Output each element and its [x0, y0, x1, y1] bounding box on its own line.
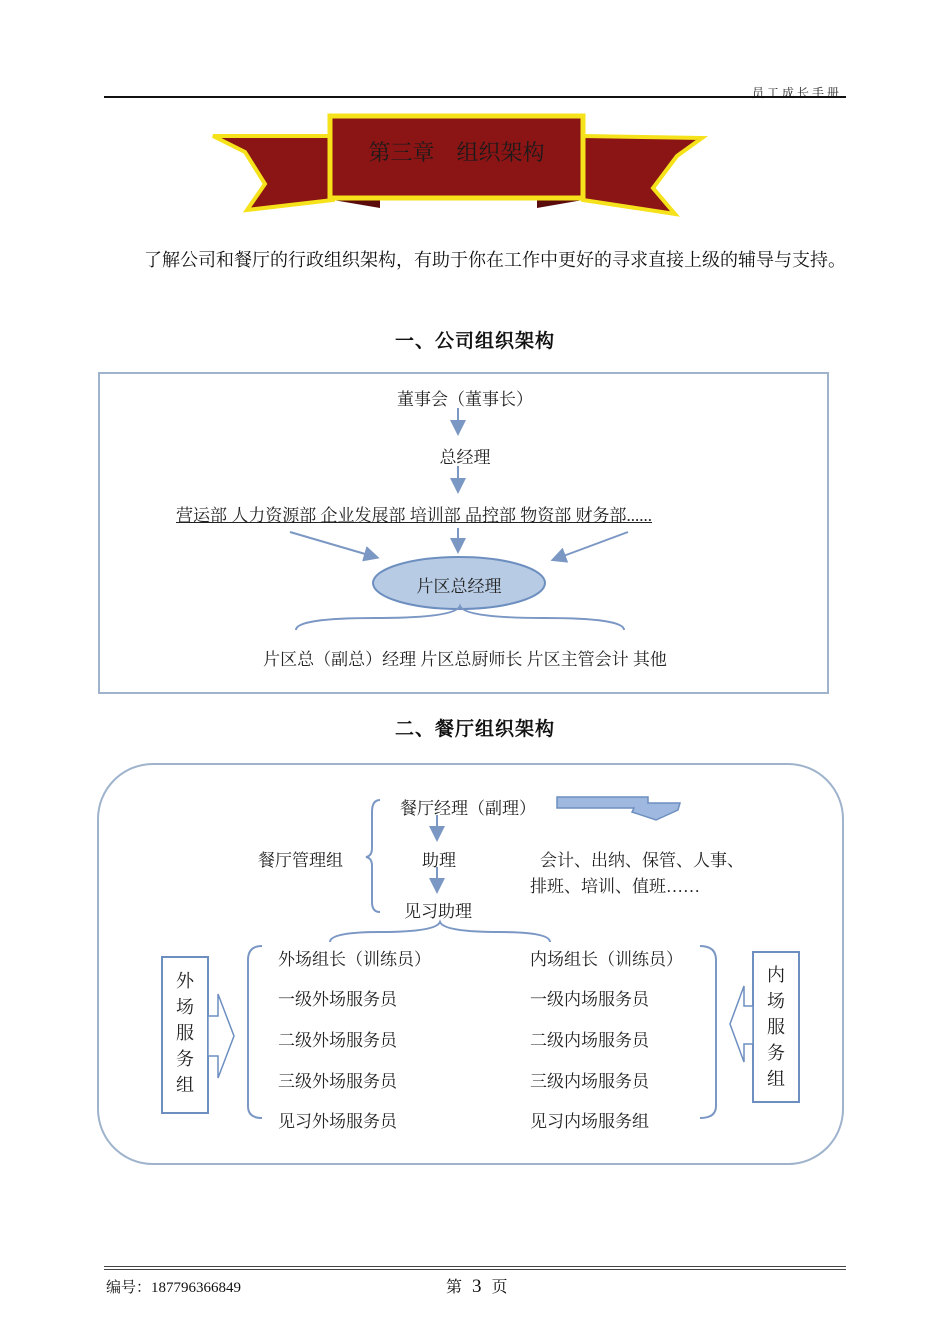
back-item-1: 一级内场服务员 [530, 990, 649, 1009]
management-brace [366, 800, 380, 912]
chapter-title: 第三章 组织架构 [368, 141, 545, 166]
front-item-2: 二级外场服务员 [278, 1031, 397, 1050]
back-list-bracket [700, 946, 716, 1118]
page-number: 第 3 页 [446, 1276, 508, 1297]
duties-line2: 排班、培训、值班…… [530, 877, 700, 896]
back-item-4: 见习内场服务组 [530, 1112, 649, 1131]
front-list-bracket [248, 946, 262, 1118]
board-node: 董事会（董事长） [397, 390, 533, 409]
front-item-4: 见习外场服务员 [278, 1112, 397, 1131]
manager-node: 餐厅经理（副理） [400, 799, 536, 818]
manager-block-arrow [557, 797, 680, 820]
area-staff-row: 片区总（副总）经理 片区总厨师长 片区主管会计 其他 [263, 650, 667, 669]
back-service-arrow [730, 986, 753, 1062]
front-service-label: 外 场 服 务 组 [176, 971, 194, 1095]
manual-title: 员工成长手册 [751, 86, 842, 100]
section2-title: 二、餐厅组织架构 [394, 718, 555, 740]
front-item-0: 外场组长（训练员） [278, 950, 431, 969]
duties-line1: 会计、出纳、保管、人事、 [540, 851, 744, 870]
footer-rule [104, 1266, 846, 1267]
area-gm-node: 片区总经理 [416, 577, 502, 596]
section1-title: 一、公司组织架构 [394, 330, 555, 352]
front-item-3: 三级外场服务员 [278, 1072, 397, 1091]
gm-node: 总经理 [439, 448, 491, 467]
front-item-1: 一级外场服务员 [278, 990, 397, 1009]
back-item-3: 三级内场服务员 [530, 1072, 649, 1091]
management-group-label: 餐厅管理组 [258, 851, 343, 870]
trainee-assistant-node: 见习助理 [404, 902, 472, 921]
back-item-2: 二级内场服务员 [530, 1031, 649, 1050]
back-item-0: 内场组长（训练员） [530, 950, 683, 969]
service-brace [330, 922, 550, 942]
front-service-arrow [208, 994, 234, 1078]
departments-row: 营运部 人力资源部 企业发展部 培训部 品控部 物资部 财务部...... [176, 506, 652, 525]
assistant-node: 助理 [422, 851, 456, 870]
document-id: 编号：187796366849 [106, 1280, 242, 1296]
intro-paragraph: 了解公司和餐厅的行政组织架构，有助于你在工作中更好的寻求直接上级的辅导与支持。 [144, 250, 846, 271]
back-service-label: 内 场 服 务 组 [767, 965, 785, 1089]
footer-rule-2 [104, 1269, 846, 1270]
